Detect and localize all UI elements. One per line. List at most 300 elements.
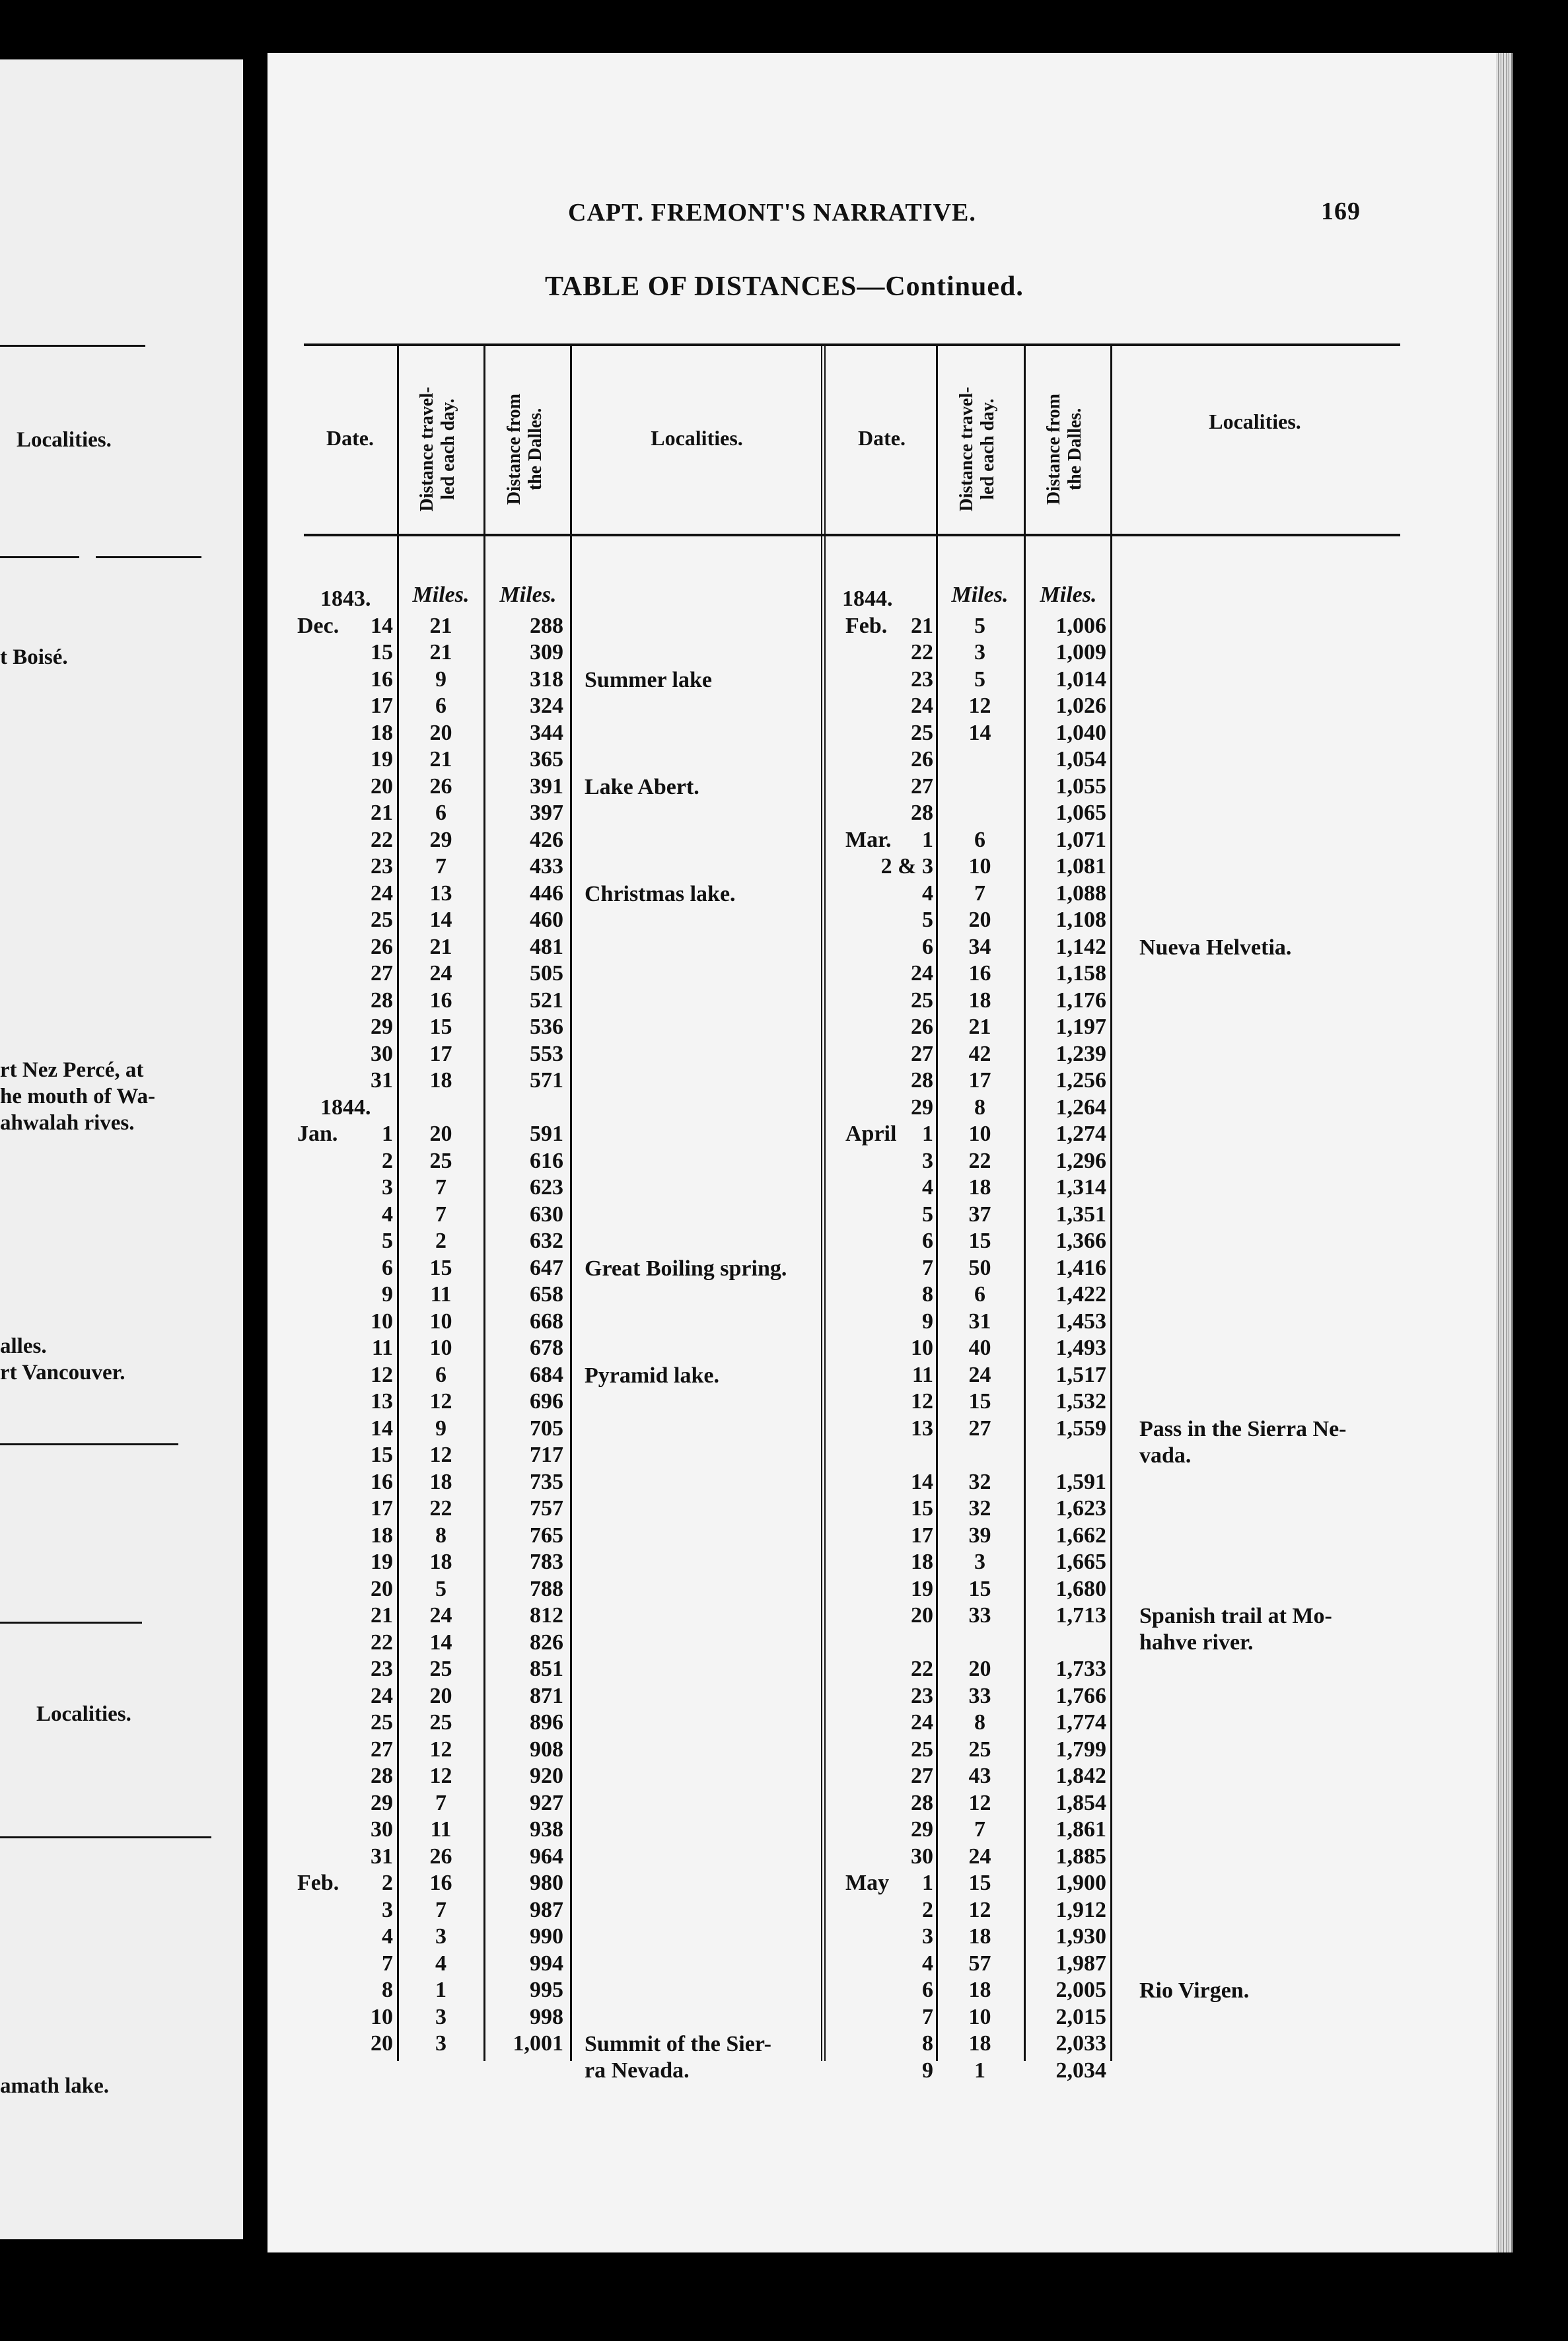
locality-cell: Rio Virgen. (1139, 1978, 1250, 2003)
daily-distance-cell: 25 (429, 1657, 452, 1681)
locality-cell: Pass in the Sierra Ne- vada. (1139, 1416, 1347, 1468)
daily-distance-cell: 3 (435, 2031, 446, 2056)
daily-distance-cell: 43 (968, 1764, 991, 1788)
daily-distance-cell: 21 (429, 934, 452, 959)
total-distance-cell: 1,006 (1055, 613, 1106, 638)
day-cell: 3 (922, 1924, 933, 1949)
day-cell: 28 (911, 1790, 933, 1815)
day-cell: 15 (911, 1496, 933, 1521)
day-cell: 15 (371, 640, 393, 665)
day-cell: 23 (911, 1683, 933, 1708)
total-distance-cell: 1,197 (1055, 1015, 1106, 1039)
day-cell: 24 (371, 881, 393, 906)
daily-distance-cell: 3 (974, 640, 985, 665)
daily-distance-cell: 17 (968, 1068, 991, 1093)
daily-distance-cell: 22 (968, 1148, 991, 1173)
units-total: Miles. (1040, 583, 1097, 607)
total-distance-cell: 783 (530, 1550, 563, 1574)
left-fragment: t Boisé. (0, 645, 68, 669)
day-cell: 23 (371, 1657, 393, 1681)
daily-distance-cell: 15 (429, 1255, 452, 1280)
day-cell: 5 (382, 1229, 393, 1253)
day-cell: 1 (922, 1122, 933, 1146)
day-cell: 6 (922, 1978, 933, 2002)
day-cell: 21 (911, 613, 933, 638)
day-cell: 16 (371, 1469, 393, 1494)
total-distance-cell: 1,081 (1055, 854, 1106, 879)
day-cell: 29 (371, 1015, 393, 1039)
total-distance-cell: 318 (530, 666, 563, 692)
day-cell: 20 (911, 1603, 933, 1628)
total-distance-cell: 1,055 (1055, 774, 1106, 799)
month-label: Jan. (297, 1122, 338, 1146)
day-cell: 22 (371, 1630, 393, 1655)
total-distance-cell: 920 (530, 1764, 563, 1788)
daily-distance-cell: 5 (974, 613, 985, 638)
total-distance-cell: 1,054 (1055, 747, 1106, 772)
day-cell: 2 (922, 1897, 933, 1922)
left-fragment: amath lake. (0, 2074, 109, 2098)
daily-distance-cell: 6 (974, 827, 985, 852)
day-cell: 10 (371, 1309, 393, 1334)
total-distance-cell: 896 (530, 1710, 563, 1735)
total-distance-cell: 2,034 (1055, 2058, 1106, 2083)
total-distance-cell: 812 (530, 1603, 563, 1628)
daily-distance-cell: 18 (968, 2031, 991, 2056)
day-cell: 15 (371, 1443, 393, 1467)
col-header-date: Date. (326, 426, 374, 450)
year-label: 1844. (842, 587, 893, 611)
daily-distance-cell: 33 (968, 1683, 991, 1708)
day-cell: 14 (911, 1469, 933, 1494)
total-distance-cell: 1,493 (1055, 1336, 1106, 1360)
day-cell: 22 (371, 827, 393, 852)
total-distance-cell: 1,532 (1055, 1389, 1106, 1414)
daily-distance-cell: 5 (974, 666, 985, 692)
total-distance-cell: 536 (530, 1015, 563, 1039)
total-distance-cell: 1,854 (1055, 1790, 1106, 1815)
total-distance-cell: 994 (530, 1951, 563, 1976)
rule (0, 1443, 178, 1445)
col-header-date: Date. (858, 426, 906, 450)
total-distance-cell: 1,623 (1055, 1496, 1106, 1521)
daily-distance-cell: 7 (974, 1817, 985, 1842)
day-cell: 4 (382, 1202, 393, 1227)
day-cell: 9 (382, 1282, 393, 1307)
daily-distance-cell: 3 (435, 2004, 446, 2029)
daily-distance-cell: 26 (429, 774, 452, 799)
total-distance-cell: 1,366 (1055, 1229, 1106, 1253)
daily-distance-cell: 10 (968, 1122, 991, 1146)
daily-distance-cell: 15 (968, 1389, 991, 1414)
day-cell: 6 (922, 934, 933, 959)
day-cell: 1 (922, 1871, 933, 1895)
units-daily: Miles. (412, 583, 470, 607)
daily-distance-cell: 4 (435, 1951, 446, 1976)
total-distance-cell: 521 (530, 988, 563, 1013)
total-distance-cell: 1,842 (1055, 1764, 1106, 1788)
total-distance-cell: 1,416 (1055, 1255, 1106, 1280)
column-rule (570, 343, 572, 2061)
total-distance-cell: 964 (530, 1844, 563, 1869)
day-cell: 20 (371, 2031, 393, 2056)
left-fragment: rt Vancouver. (0, 1361, 125, 1385)
daily-distance-cell: 18 (968, 1924, 991, 1949)
day-cell: 6 (922, 1229, 933, 1253)
total-distance-cell: 571 (530, 1068, 563, 1093)
day-cell: 21 (371, 801, 393, 825)
daily-distance-cell: 10 (429, 1336, 452, 1360)
day-cell: 24 (911, 694, 933, 718)
day-cell: 19 (371, 747, 393, 772)
day-cell: 20 (371, 774, 393, 799)
total-distance-cell: 623 (530, 1175, 563, 1200)
day-cell: 26 (911, 1015, 933, 1039)
day-cell: 17 (371, 1496, 393, 1521)
daily-distance-cell: 18 (429, 1550, 452, 1574)
total-distance-cell: 324 (530, 694, 563, 718)
column-rule (1110, 343, 1112, 2061)
daily-distance-cell: 6 (974, 1282, 985, 1307)
table-header-rule (304, 534, 1400, 536)
day-cell: 5 (922, 1202, 933, 1227)
daily-distance-cell: 12 (968, 1790, 991, 1815)
total-distance-cell: 1,930 (1055, 1924, 1106, 1949)
daily-distance-cell: 3 (435, 1924, 446, 1949)
left-fragment: he mouth of Wa- (0, 1085, 155, 1108)
total-distance-cell: 309 (530, 640, 563, 665)
daily-distance-cell: 18 (968, 1978, 991, 2002)
total-distance-cell: 908 (530, 1737, 563, 1762)
day-cell: 10 (371, 2004, 393, 2029)
daily-distance-cell: 37 (968, 1202, 991, 1227)
daily-distance-cell: 25 (429, 1710, 452, 1735)
total-distance-cell: 705 (530, 1416, 563, 1441)
day-cell: 10 (911, 1336, 933, 1360)
total-distance-cell: 1,071 (1055, 827, 1106, 852)
daily-distance-cell: 5 (435, 1576, 446, 1601)
daily-distance-cell: 20 (968, 1657, 991, 1681)
total-distance-cell: 647 (530, 1255, 563, 1280)
day-cell: 23 (371, 854, 393, 879)
total-distance-cell: 1,065 (1055, 801, 1106, 825)
total-distance-cell: 1,351 (1055, 1202, 1106, 1227)
daily-distance-cell: 8 (974, 1710, 985, 1735)
day-cell: 2 (382, 1871, 393, 1895)
col-header-localities: Localities. (651, 426, 743, 450)
day-cell: 9 (922, 1309, 933, 1334)
day-cell: 26 (911, 747, 933, 772)
daily-distance-cell: 15 (968, 1871, 991, 1895)
total-distance-cell: 1,766 (1055, 1683, 1106, 1708)
month-label: April (845, 1122, 897, 1146)
day-cell: 24 (911, 1710, 933, 1735)
daily-distance-cell: 12 (968, 1897, 991, 1922)
day-cell: 7 (922, 1255, 933, 1280)
day-cell: 2 (382, 1148, 393, 1173)
daily-distance-cell: 34 (968, 934, 991, 959)
daily-distance-cell: 12 (429, 1443, 452, 1467)
daily-distance-cell: 32 (968, 1496, 991, 1521)
total-distance-cell: 1,256 (1055, 1068, 1106, 1093)
total-distance-cell: 1,799 (1055, 1737, 1106, 1762)
daily-distance-cell: 14 (429, 908, 452, 932)
total-distance-cell: 481 (530, 934, 563, 959)
total-distance-cell: 938 (530, 1817, 563, 1842)
day-cell: 29 (911, 1095, 933, 1120)
day-cell: 18 (371, 1523, 393, 1548)
month-label: Feb. (297, 1871, 339, 1895)
total-distance-cell: 1,001 (513, 2031, 563, 2056)
day-cell: 21 (371, 1603, 393, 1628)
total-distance-cell: 1,861 (1055, 1817, 1106, 1842)
daily-distance-cell: 20 (429, 1683, 452, 1708)
daily-distance-cell: 3 (974, 1550, 985, 1574)
running-title: CAPT. FREMONT'S NARRATIVE. (568, 199, 976, 227)
total-distance-cell: 1,453 (1055, 1309, 1106, 1334)
daily-distance-cell: 24 (968, 1362, 991, 1387)
left-fragment: rt Nez Percé, at (0, 1058, 144, 1082)
total-distance-cell: 433 (530, 854, 563, 879)
page-edge (1496, 53, 1513, 2252)
daily-distance-cell: 26 (429, 1844, 452, 1869)
daily-distance-cell: 11 (430, 1817, 452, 1842)
day-cell: 24 (371, 1683, 393, 1708)
total-distance-cell: 616 (530, 1148, 563, 1173)
total-distance-cell: 1,733 (1055, 1657, 1106, 1681)
total-distance-cell: 2,015 (1055, 2004, 1106, 2029)
daily-distance-cell: 20 (429, 1122, 452, 1146)
day-cell: 1 (922, 827, 933, 852)
day-cell: 26 (371, 934, 393, 959)
total-distance-cell: 1,314 (1055, 1175, 1106, 1200)
daily-distance-cell: 11 (430, 1282, 452, 1307)
units-daily: Miles. (951, 583, 1009, 607)
day-cell: 4 (382, 1924, 393, 1949)
daily-distance-cell: 21 (968, 1015, 991, 1039)
day-cell: 27 (371, 961, 393, 986)
day-cell: 18 (911, 1550, 933, 1574)
total-distance-cell: 927 (530, 1790, 563, 1815)
total-distance-cell: 998 (530, 2004, 563, 2029)
daily-distance-cell: 21 (429, 640, 452, 665)
total-distance-cell: 765 (530, 1523, 563, 1548)
day-cell: 30 (371, 1041, 393, 1066)
day-cell: 25 (911, 988, 933, 1013)
daily-distance-cell: 7 (435, 1175, 446, 1200)
daily-distance-cell: 7 (435, 854, 446, 879)
daily-distance-cell: 16 (968, 961, 991, 986)
total-distance-cell: 1,108 (1055, 908, 1106, 932)
total-distance-cell: 1,040 (1055, 720, 1106, 745)
day-cell: 7 (922, 2004, 933, 2029)
year-label: 1843. (320, 587, 371, 611)
left-fragment: ahwalah rives. (0, 1111, 135, 1135)
day-cell: 27 (911, 1041, 933, 1066)
day-cell: 11 (371, 1336, 393, 1360)
daily-distance-cell: 8 (974, 1095, 985, 1120)
month-label: Feb. (845, 613, 888, 638)
total-distance-cell: 630 (530, 1202, 563, 1227)
daily-distance-cell: 57 (968, 1951, 991, 1976)
total-distance-cell: 1,680 (1055, 1576, 1106, 1601)
daily-distance-cell: 18 (968, 988, 991, 1013)
total-distance-cell: 1,274 (1055, 1122, 1106, 1146)
total-distance-cell: 1,517 (1055, 1362, 1106, 1387)
total-distance-cell: 757 (530, 1496, 563, 1521)
day-cell: 24 (911, 961, 933, 986)
total-distance-cell: 788 (530, 1576, 563, 1601)
total-distance-cell: 990 (530, 1924, 563, 1949)
total-distance-cell: 553 (530, 1041, 563, 1066)
total-distance-cell: 460 (530, 908, 563, 932)
day-cell: 4 (922, 1175, 933, 1200)
day-cell: 8 (922, 2031, 933, 2056)
day-cell: 3 (922, 1148, 933, 1173)
total-distance-cell: 426 (530, 827, 563, 852)
total-distance-cell: 1,665 (1055, 1550, 1106, 1574)
daily-distance-cell: 24 (429, 1603, 452, 1628)
daily-distance-cell: 6 (435, 1362, 446, 1387)
locality-cell: Pyramid lake. (585, 1363, 719, 1388)
day-cell: 4 (922, 881, 933, 906)
total-distance-cell: 987 (530, 1897, 563, 1922)
left-localities-heading: Localities. (36, 1702, 131, 1726)
table-divider (821, 343, 826, 2061)
day-cell: 2 & 3 (880, 854, 933, 879)
total-distance-cell: 1,176 (1055, 988, 1106, 1013)
total-distance-cell: 344 (530, 720, 563, 745)
total-distance-cell: 391 (530, 774, 563, 799)
daily-distance-cell: 31 (968, 1309, 991, 1334)
left-fragment: alles. (0, 1334, 47, 1358)
total-distance-cell: 995 (530, 1978, 563, 2002)
table-top-rule (304, 343, 1400, 346)
left-localities-heading: Localities. (17, 428, 112, 452)
day-cell: 25 (371, 908, 393, 932)
daily-distance-cell: 15 (968, 1229, 991, 1253)
total-distance-cell: 1,296 (1055, 1148, 1106, 1173)
total-distance-cell: 696 (530, 1389, 563, 1414)
daily-distance-cell: 14 (429, 1630, 452, 1655)
day-cell: 9 (922, 2058, 933, 2083)
total-distance-cell: 668 (530, 1309, 563, 1334)
daily-distance-cell: 12 (429, 1764, 452, 1788)
daily-distance-cell: 8 (435, 1523, 446, 1548)
day-cell: 25 (911, 1737, 933, 1762)
daily-distance-cell: 1 (435, 1978, 446, 2002)
daily-distance-cell: 39 (968, 1523, 991, 1548)
daily-distance-cell: 18 (429, 1068, 452, 1093)
day-cell: 31 (371, 1068, 393, 1093)
day-cell: 28 (371, 988, 393, 1013)
daily-distance-cell: 7 (435, 1790, 446, 1815)
total-distance-cell: 658 (530, 1282, 563, 1307)
day-cell: 14 (371, 613, 393, 638)
day-cell: 14 (371, 1416, 393, 1441)
total-distance-cell: 1,026 (1055, 694, 1106, 718)
total-distance-cell: 1,662 (1055, 1523, 1106, 1548)
total-distance-cell: 871 (530, 1683, 563, 1708)
month-label: May (845, 1871, 890, 1895)
total-distance-cell: 1,591 (1055, 1469, 1106, 1494)
daily-distance-cell: 2 (435, 1229, 446, 1253)
daily-distance-cell: 24 (429, 961, 452, 986)
total-distance-cell: 397 (530, 801, 563, 825)
total-distance-cell: 1,158 (1055, 961, 1106, 986)
day-cell: 27 (911, 1764, 933, 1788)
daily-distance-cell: 13 (429, 881, 452, 906)
rule (0, 1836, 211, 1838)
day-cell: 16 (371, 666, 393, 692)
daily-distance-cell: 16 (429, 1871, 452, 1895)
units-total: Miles. (499, 583, 557, 607)
daily-distance-cell: 25 (429, 1148, 452, 1173)
total-distance-cell: 1,912 (1055, 1897, 1106, 1922)
locality-cell: Spanish trail at Mo- hahve river. (1139, 1604, 1332, 1655)
day-cell: 27 (371, 1737, 393, 1762)
daily-distance-cell: 1 (974, 2058, 985, 2083)
daily-distance-cell: 40 (968, 1336, 991, 1360)
total-distance-cell: 1,713 (1055, 1603, 1106, 1628)
rule (0, 556, 79, 558)
daily-distance-cell: 17 (429, 1041, 452, 1066)
total-distance-cell: 446 (530, 881, 563, 906)
total-distance-cell: 735 (530, 1469, 563, 1494)
day-cell: 20 (371, 1576, 393, 1601)
day-cell: 12 (371, 1362, 393, 1387)
day-cell: 5 (922, 908, 933, 932)
daily-distance-cell: 6 (435, 694, 446, 718)
total-distance-cell: 1,264 (1055, 1095, 1106, 1120)
total-distance-cell: 2,033 (1055, 2031, 1106, 2056)
total-distance-cell: 1,142 (1055, 934, 1106, 959)
total-distance-cell: 1,987 (1055, 1951, 1106, 1976)
daily-distance-cell: 10 (968, 854, 991, 879)
day-cell: 8 (382, 1978, 393, 2002)
locality-cell: Christmas lake. (585, 881, 736, 906)
locality-cell: Summit of the Sier- ra Nevada. (585, 2032, 771, 2083)
total-distance-cell: 365 (530, 747, 563, 772)
total-distance-cell: 1,239 (1055, 1041, 1106, 1066)
total-distance-cell: 591 (530, 1122, 563, 1146)
day-cell: 23 (911, 666, 933, 692)
daily-distance-cell: 50 (968, 1255, 991, 1280)
daily-distance-cell: 29 (429, 827, 452, 852)
daily-distance-cell: 9 (435, 1416, 446, 1441)
year-label: 1844. (320, 1095, 371, 1120)
total-distance-cell: 632 (530, 1229, 563, 1253)
daily-distance-cell: 20 (968, 908, 991, 932)
month-label: Dec. (297, 613, 339, 638)
locality-cell: Summer lake (585, 667, 712, 692)
total-distance-cell: 1,900 (1055, 1871, 1106, 1895)
day-cell: 6 (382, 1255, 393, 1280)
total-distance-cell: 1,774 (1055, 1710, 1106, 1735)
daily-distance-cell: 15 (429, 1015, 452, 1039)
day-cell: 18 (371, 720, 393, 745)
day-cell: 13 (911, 1416, 933, 1441)
daily-distance-cell: 25 (968, 1737, 991, 1762)
daily-distance-cell: 12 (429, 1389, 452, 1414)
day-cell: 28 (371, 1764, 393, 1788)
column-rule (936, 343, 938, 2061)
daily-distance-cell: 10 (429, 1309, 452, 1334)
total-distance-cell: 1,422 (1055, 1282, 1106, 1307)
total-distance-cell: 678 (530, 1336, 563, 1360)
daily-distance-cell: 33 (968, 1603, 991, 1628)
daily-distance-cell: 12 (968, 694, 991, 718)
